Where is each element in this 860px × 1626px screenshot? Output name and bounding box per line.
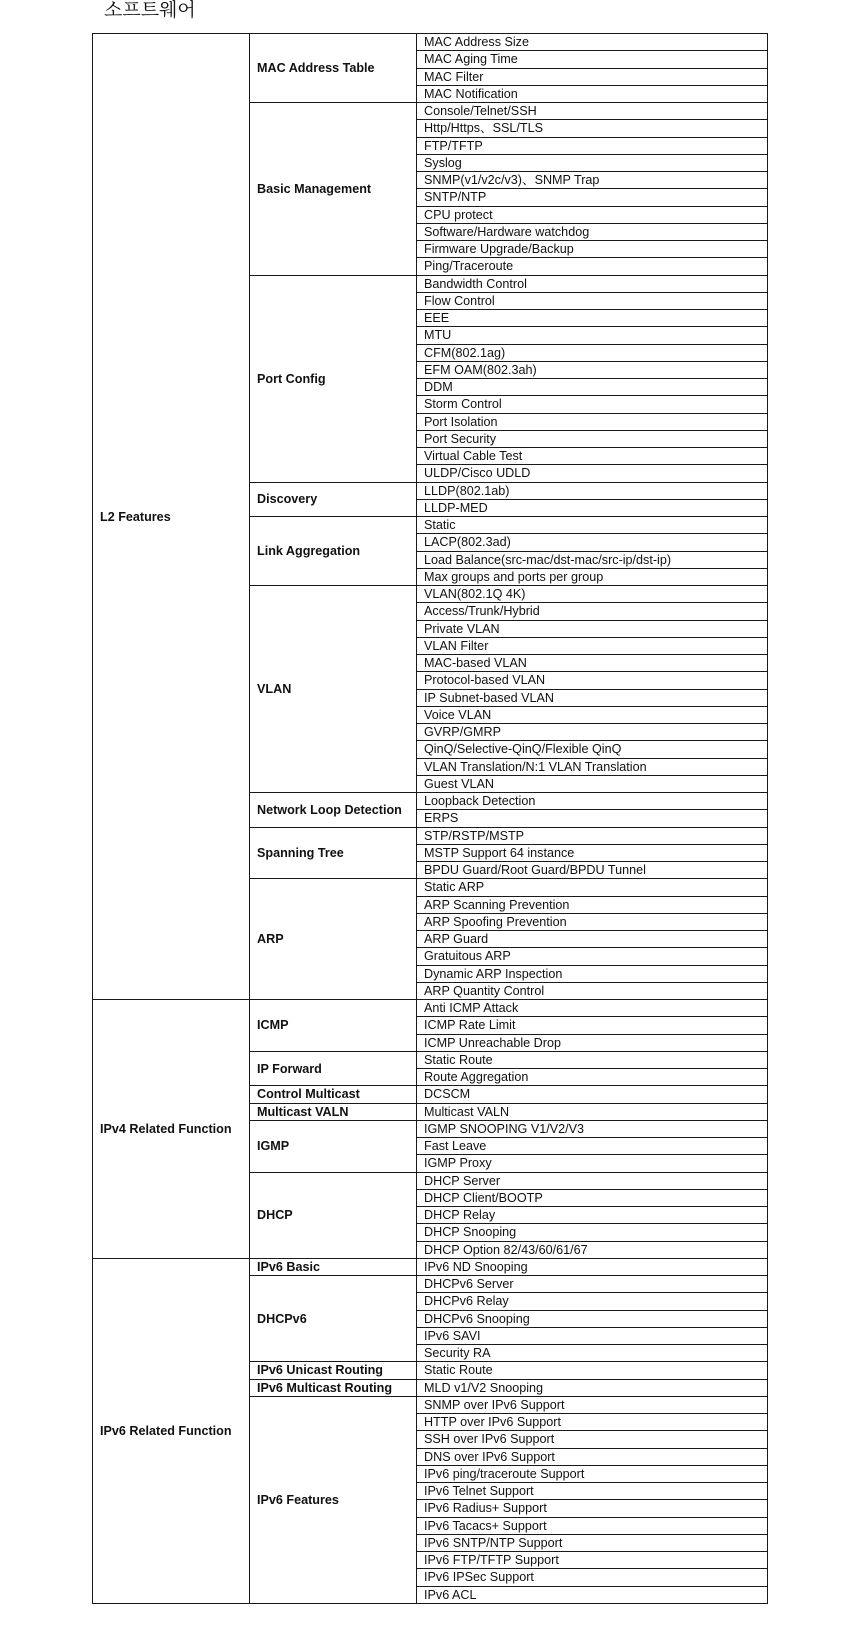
feature-cell: CFM(802.1ag) — [417, 344, 768, 361]
feature-cell: Guest VLAN — [417, 775, 768, 792]
feature-cell: MSTP Support 64 instance — [417, 844, 768, 861]
feature-cell: Firmware Upgrade/Backup — [417, 241, 768, 258]
feature-cell: Private VLAN — [417, 620, 768, 637]
feature-cell: Bandwidth Control — [417, 275, 768, 292]
group-cell: IPv6 Features — [250, 1396, 417, 1603]
feature-cell: MAC Notification — [417, 85, 768, 102]
feature-cell: Ping/Traceroute — [417, 258, 768, 275]
table-row — [93, 1258, 768, 1275]
group-cell: VLAN — [250, 586, 417, 793]
feature-cell: DCSCM — [417, 1086, 768, 1103]
group-cell: ICMP — [250, 1000, 417, 1052]
feature-cell: Static Route — [417, 1051, 768, 1068]
group-cell: MAC Address Table — [250, 34, 417, 103]
feature-cell: Gratuitous ARP — [417, 948, 768, 965]
feature-cell: CPU protect — [417, 206, 768, 223]
feature-cell: ARP Quantity Control — [417, 982, 768, 999]
group-cell: IPv6 Multicast Routing — [250, 1379, 417, 1396]
table-row — [93, 1000, 768, 1017]
group-cell: Discovery — [250, 482, 417, 517]
spec-table-body — [93, 34, 768, 1604]
feature-cell: Multicast VALN — [417, 1103, 768, 1120]
feature-cell: Software/Hardware watchdog — [417, 223, 768, 240]
feature-cell: IGMP SNOOPING V1/V2/V3 — [417, 1120, 768, 1137]
feature-cell: DNS over IPv6 Support — [417, 1448, 768, 1465]
feature-cell: Voice VLAN — [417, 706, 768, 723]
feature-cell: LACP(802.3ad) — [417, 534, 768, 551]
feature-cell: VLAN Filter — [417, 637, 768, 654]
group-cell: DHCP — [250, 1172, 417, 1258]
feature-cell: ARP Scanning Prevention — [417, 896, 768, 913]
feature-cell: IGMP Proxy — [417, 1155, 768, 1172]
feature-cell: Fast Leave — [417, 1138, 768, 1155]
feature-cell: VLAN Translation/N:1 VLAN Translation — [417, 758, 768, 775]
group-cell: Port Config — [250, 275, 417, 482]
feature-cell: HTTP over IPv6 Support — [417, 1414, 768, 1431]
feature-cell: DHCPv6 Server — [417, 1276, 768, 1293]
feature-cell: MLD v1/V2 Snooping — [417, 1379, 768, 1396]
feature-cell: IPv6 FTP/TFTP Support — [417, 1552, 768, 1569]
feature-cell: ARP Guard — [417, 931, 768, 948]
feature-cell: MAC-based VLAN — [417, 655, 768, 672]
feature-cell: SSH over IPv6 Support — [417, 1431, 768, 1448]
group-cell: Basic Management — [250, 103, 417, 276]
group-cell: Multicast VALN — [250, 1103, 417, 1120]
table-row — [93, 34, 768, 51]
category-cell: IPv4 Related Function — [93, 1000, 250, 1259]
feature-cell: Console/Telnet/SSH — [417, 103, 768, 120]
page-title: 소프트웨어 — [104, 0, 196, 21]
feature-cell: VLAN(802.1Q 4K) — [417, 586, 768, 603]
feature-cell: QinQ/Selective-QinQ/Flexible QinQ — [417, 741, 768, 758]
feature-cell: IPv6 Radius+ Support — [417, 1500, 768, 1517]
category-cell: L2 Features — [93, 34, 250, 1000]
feature-cell: Loopback Detection — [417, 793, 768, 810]
feature-cell: Max groups and ports per group — [417, 568, 768, 585]
feature-cell: Static Route — [417, 1362, 768, 1379]
feature-cell: SNMP over IPv6 Support — [417, 1396, 768, 1413]
feature-cell: Protocol-based VLAN — [417, 672, 768, 689]
feature-cell: DHCP Client/BOOTP — [417, 1189, 768, 1206]
feature-cell: IPv6 Tacacs+ Support — [417, 1517, 768, 1534]
feature-cell: Access/Trunk/Hybrid — [417, 603, 768, 620]
feature-cell: Security RA — [417, 1345, 768, 1362]
group-cell: Link Aggregation — [250, 517, 417, 586]
feature-cell: DDM — [417, 379, 768, 396]
feature-cell: Http/Https、SSL/TLS — [417, 120, 768, 137]
feature-cell: DHCPv6 Snooping — [417, 1310, 768, 1327]
feature-cell: IPv6 ACL — [417, 1586, 768, 1603]
feature-cell: SNMP(v1/v2c/v3)、SNMP Trap — [417, 172, 768, 189]
feature-cell: Anti ICMP Attack — [417, 1000, 768, 1017]
feature-cell: MAC Filter — [417, 68, 768, 85]
feature-cell: Port Isolation — [417, 413, 768, 430]
feature-cell: EEE — [417, 310, 768, 327]
feature-cell: DHCP Option 82/43/60/61/67 — [417, 1241, 768, 1258]
feature-cell: DHCP Server — [417, 1172, 768, 1189]
feature-cell: IPv6 Telnet Support — [417, 1483, 768, 1500]
feature-cell: ICMP Unreachable Drop — [417, 1034, 768, 1051]
feature-cell: IPv6 SAVI — [417, 1327, 768, 1344]
group-cell: IPv6 Basic — [250, 1258, 417, 1275]
feature-cell: LLDP-MED — [417, 499, 768, 516]
feature-cell: BPDU Guard/Root Guard/BPDU Tunnel — [417, 862, 768, 879]
feature-cell: Virtual Cable Test — [417, 448, 768, 465]
feature-cell: DHCPv6 Relay — [417, 1293, 768, 1310]
group-cell: Spanning Tree — [250, 827, 417, 879]
feature-cell: IPv6 ND Snooping — [417, 1258, 768, 1275]
group-cell: Control Multicast — [250, 1086, 417, 1103]
feature-cell: MAC Aging Time — [417, 51, 768, 68]
feature-cell: SNTP/NTP — [417, 189, 768, 206]
feature-cell: MAC Address Size — [417, 34, 768, 51]
category-cell: IPv6 Related Function — [93, 1258, 250, 1603]
feature-cell: Route Aggregation — [417, 1069, 768, 1086]
feature-cell: IP Subnet-based VLAN — [417, 689, 768, 706]
group-cell: IP Forward — [250, 1051, 417, 1086]
feature-cell: LLDP(802.1ab) — [417, 482, 768, 499]
feature-cell: Static ARP — [417, 879, 768, 896]
feature-cell: Syslog — [417, 154, 768, 171]
feature-cell: DHCP Relay — [417, 1207, 768, 1224]
feature-cell: EFM OAM(802.3ah) — [417, 361, 768, 378]
feature-cell: Port Security — [417, 430, 768, 447]
feature-cell: MTU — [417, 327, 768, 344]
feature-cell: IPv6 SNTP/NTP Support — [417, 1534, 768, 1551]
feature-cell: GVRP/GMRP — [417, 724, 768, 741]
feature-cell: FTP/TFTP — [417, 137, 768, 154]
feature-cell: ARP Spoofing Prevention — [417, 913, 768, 930]
feature-cell: Storm Control — [417, 396, 768, 413]
feature-cell: IPv6 ping/traceroute Support — [417, 1465, 768, 1482]
feature-cell: ERPS — [417, 810, 768, 827]
feature-cell: Static — [417, 517, 768, 534]
group-cell: ARP — [250, 879, 417, 1000]
feature-cell: Load Balance(src-mac/dst-mac/src-ip/dst-ip) — [417, 551, 768, 568]
feature-cell: Dynamic ARP Inspection — [417, 965, 768, 982]
group-cell: IGMP — [250, 1120, 417, 1172]
spec-table — [92, 33, 768, 1604]
feature-cell: Flow Control — [417, 292, 768, 309]
group-cell: DHCPv6 — [250, 1276, 417, 1362]
feature-cell: ULDP/Cisco UDLD — [417, 465, 768, 482]
feature-cell: STP/RSTP/MSTP — [417, 827, 768, 844]
group-cell: Network Loop Detection — [250, 793, 417, 828]
group-cell: IPv6 Unicast Routing — [250, 1362, 417, 1379]
feature-cell: DHCP Snooping — [417, 1224, 768, 1241]
feature-cell: IPv6 IPSec Support — [417, 1569, 768, 1586]
feature-cell: ICMP Rate Limit — [417, 1017, 768, 1034]
